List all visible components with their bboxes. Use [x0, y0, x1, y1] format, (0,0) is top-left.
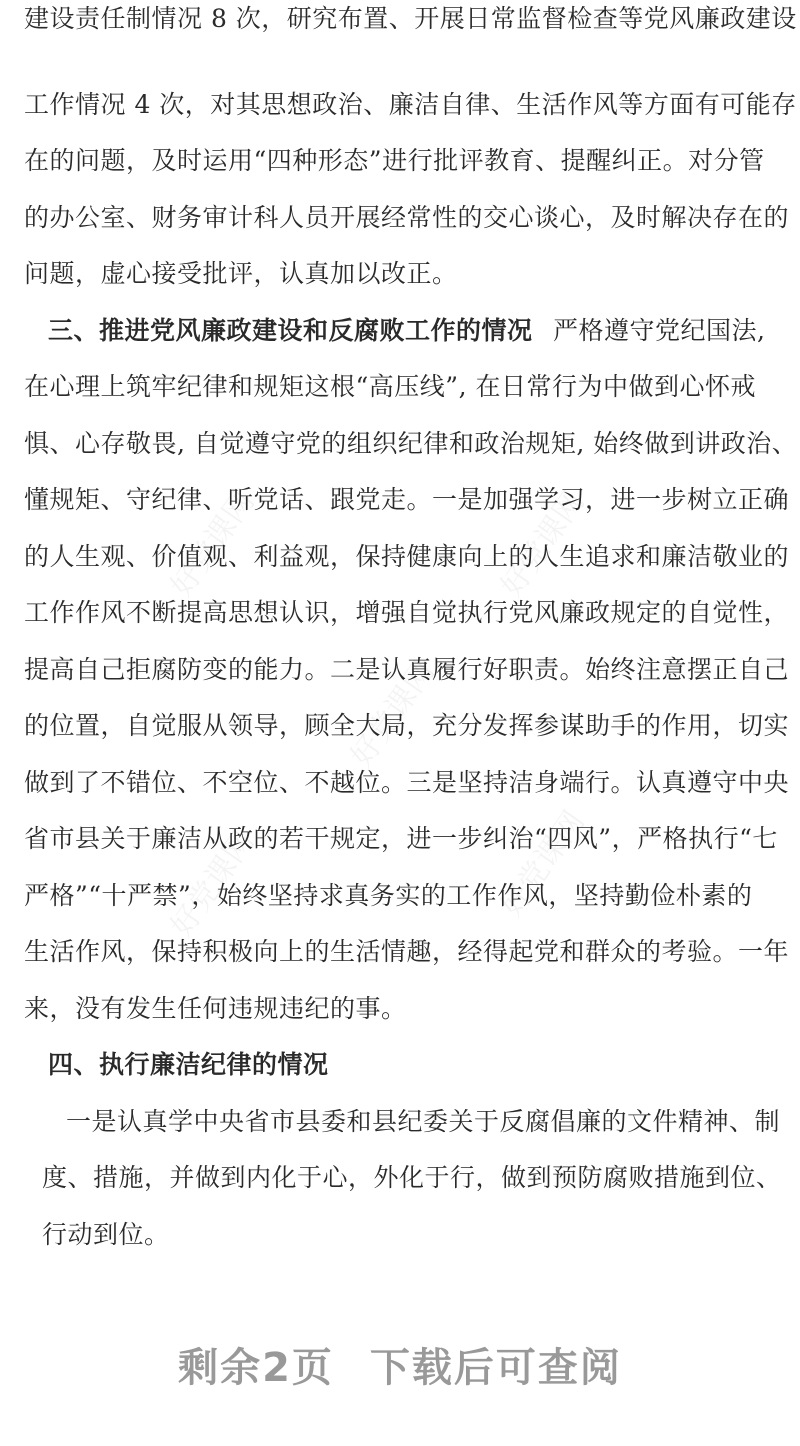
- body-line: 严格”“十严禁”，始终坚持求真务实的工作作风，坚持勤俭朴素的: [24, 881, 753, 910]
- remaining-pages-label: 剩余2页: [178, 1345, 334, 1391]
- body-line: 做到了不错位、不空位、不越位。三是坚持洁身端行。认真遵守中央: [24, 768, 790, 797]
- body-line: 问题，虚心接受批评，认真加以改正。: [24, 259, 458, 288]
- section-3-first-line: [48, 316, 765, 346]
- body-line: 的位置，自觉服从领导，顾全大局，充分发挥参谋助手的作用，切实: [24, 711, 790, 740]
- body-line: 一是认真学中央省市县委和县纪委关于反腐倡廉的文件精神、制: [66, 1107, 781, 1136]
- section-3-heading: 三、推进党风廉政建设和反腐败工作的情况: [48, 316, 533, 345]
- body-line: 工作作风不断提高思想认识，增强自觉执行党风廉政规定的自觉性，: [24, 598, 790, 627]
- body-line: 惧、心存敬畏, 自觉遵守党的组织纪律和政治规矩, 始终做到讲政治、: [24, 429, 798, 458]
- body-line: 的人生观、价值观、利益观，保持健康向上的人生追求和廉洁敬业的: [24, 542, 790, 571]
- body-line: 生活作风，保持积极向上的生活情趣，经得起党和群众的考验。一年: [24, 937, 790, 966]
- section-4-heading: 四、执行廉洁纪律的情况: [48, 1050, 329, 1079]
- body-line: 度、措施，并做到内化于心，外化于行，做到预防腐败措施到位、: [42, 1163, 782, 1192]
- body-line: 提高自己拒腐防变的能力。二是认真履行好职责。始终注意摆正自己: [24, 655, 790, 684]
- download-hint-label[interactable]: 下载后可查阅: [369, 1345, 622, 1391]
- section-3-lead: 严格遵守党纪国法,: [552, 316, 766, 345]
- body-line: 的办公室、财务审计科人员开展经常性的交心谈心，及时解决存在的: [24, 203, 790, 232]
- body-line: 工作情况 4 次，对其思想政治、廉洁自律、生活作风等方面有可能存: [24, 90, 797, 119]
- download-banner[interactable]: [0, 1340, 800, 1396]
- body-line: 省市县关于廉洁从政的若干规定，进一步纠治“四风”，严格执行“七: [24, 824, 778, 853]
- body-line: 建设责任制情况 8 次，研究布置、开展日常监督检查等党风廉政建设: [24, 4, 797, 33]
- body-line: 在心理上筑牢纪律和规矩这根“高压线”, 在日常行为中做到心怀戒: [24, 372, 756, 401]
- body-line: 懂规矩、守纪律、听党话、跟党走。一是加强学习，进一步树立正确: [24, 485, 790, 514]
- body-line: 行动到位。: [42, 1220, 170, 1249]
- body-line: 在的问题，及时运用“四种形态”进行批评教育、提醒纠正。对分管: [24, 146, 765, 175]
- body-line: 来，没有发生任何违规违纪的事。: [24, 994, 407, 1023]
